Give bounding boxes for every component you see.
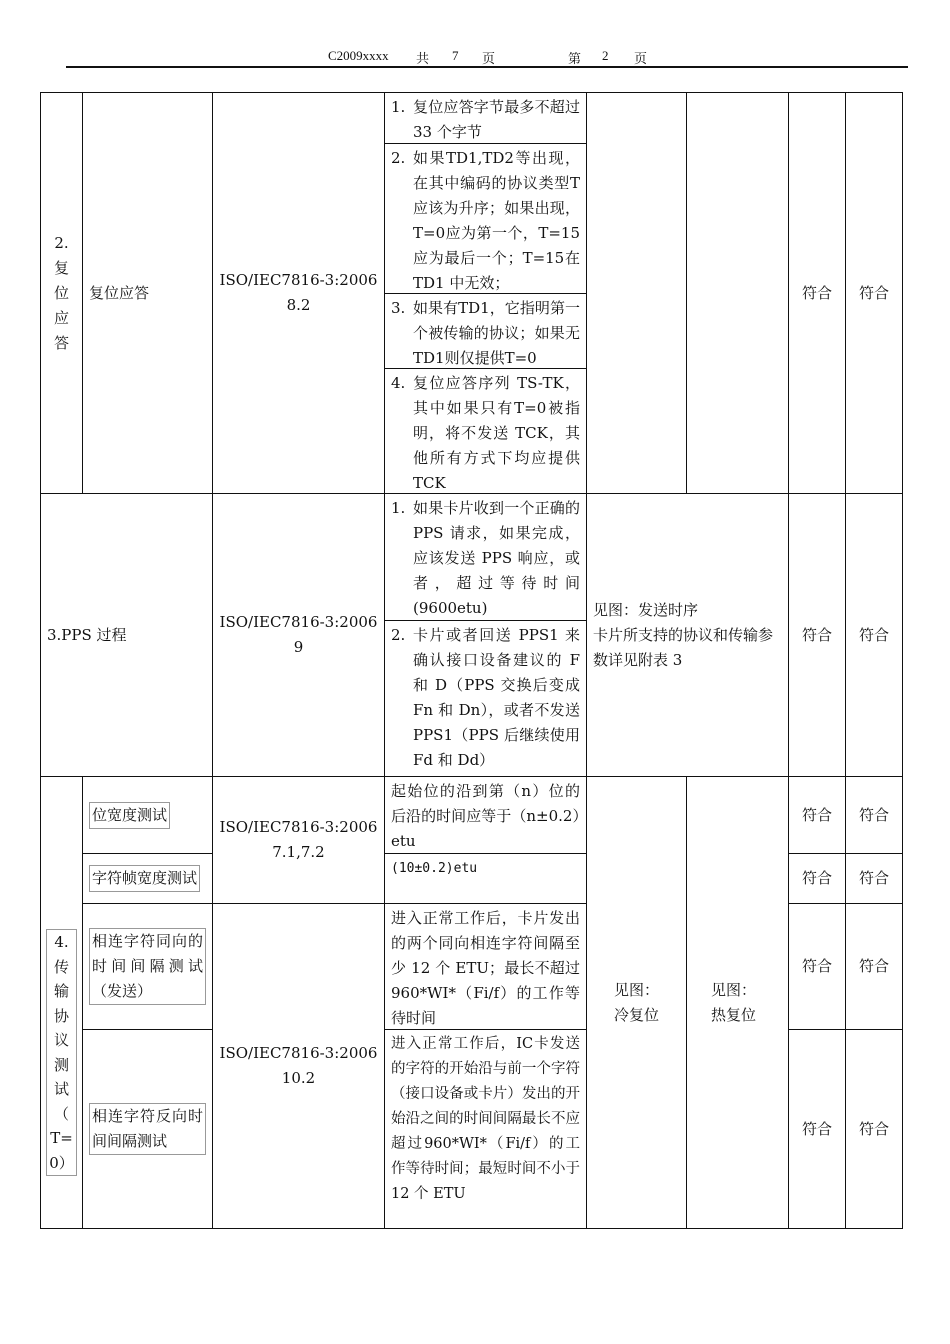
req-text: 复位应答字节最多不超过 33 个字节 <box>413 98 580 141</box>
transport-std-b1: ISO/IEC7816-3:2006 <box>219 1044 378 1062</box>
pps-req-2 <box>384 620 587 777</box>
transport-measured-cold <box>586 776 687 1229</box>
page-header <box>0 48 950 66</box>
pps-standard <box>212 493 385 777</box>
total-label: 共 <box>416 51 430 66</box>
pps-measured-line-2: 卡片所支持的协议和传输参数详见附表 3 <box>593 625 774 669</box>
header-rule <box>66 66 908 68</box>
transport-char: 传 <box>53 957 69 976</box>
transport-char: 协 <box>53 1006 69 1025</box>
req-text: 起始位的沿到第（n）位的后沿的时间应等于（n±0.2）etu <box>391 782 580 850</box>
pps-measured <box>586 493 789 777</box>
transport-result-2b <box>845 853 903 904</box>
reset-req-1 <box>384 92 587 144</box>
result-text: 符合 <box>858 869 889 887</box>
item-name: 字符帧宽度测试 <box>89 865 200 892</box>
pps-result-2 <box>845 493 903 777</box>
transport-char: （ <box>53 1104 69 1123</box>
transport-req-2 <box>384 853 587 904</box>
req-text: 如果有TD1，它指明第一个被传输的协议；如果无TD1则仅提供T=0 <box>413 299 580 367</box>
transport-result-1b <box>845 776 903 854</box>
req-text: 进入正常工作后，IC卡发送的字符的开始沿与前一个字符（接口设备或卡片）发出的开始沿之间的时间间隔最长不应超过960*WI*（Fi/f）的工作等待时间；最短时间不小于 12 个 ETU <box>391 1036 580 1202</box>
req-number: 3. <box>391 299 406 317</box>
pps-measured-line-1: 见图：发送时序 <box>593 600 699 619</box>
result-text: 符合 <box>858 625 889 644</box>
result-text: 符合 <box>801 1119 832 1138</box>
transport-req-4 <box>384 1029 587 1229</box>
reset-char: 应 <box>53 308 69 327</box>
transport-char: 议 <box>53 1031 69 1049</box>
result-text: 符合 <box>801 957 832 975</box>
cold-value: 冷复位 <box>613 1005 659 1024</box>
reset-section-label <box>40 92 83 494</box>
reset-char: 复 <box>53 258 69 277</box>
req-number: 2. <box>391 149 406 167</box>
hot-label: 见图： <box>711 980 757 999</box>
req-text: (10±0.2)etu <box>391 861 478 876</box>
item-name: 相连字符同向的时间间隔测试（发送） <box>89 928 206 1005</box>
item-name: 相连字符反向时间间隔测试 <box>89 1103 206 1155</box>
page-label: 第 <box>568 51 582 66</box>
transport-item-1 <box>82 776 213 854</box>
req-text: 卡片或者回送 PPS1 来确认接口设备建议的 F 和 D（PPS 交换后变成 Fn 和 Dn），或者不发送 PPS1（PPS 后继续使用 Fd 和 Dd） <box>413 626 580 769</box>
transport-char: 测 <box>53 1055 69 1074</box>
reset-std-2: 8.2 <box>286 296 311 314</box>
req-number: 1. <box>391 98 406 116</box>
pps-item-text: 3.PPS 过程 <box>47 625 127 644</box>
reset-result-2 <box>845 92 903 494</box>
transport-std-a1: ISO/IEC7816-3:2006 <box>219 818 378 836</box>
reset-item-text: 复位应答 <box>89 283 150 302</box>
page-unit-2: 页 <box>634 51 648 66</box>
reset-measured-cold <box>586 92 687 494</box>
transport-req-1 <box>384 776 587 854</box>
req-text: 如果卡片收到一个正确的 PPS 请求，如果完成，应该发送 PPS 响应，或者，超过等待时间(9600etu) <box>413 499 580 617</box>
reset-no: 2. <box>54 233 69 252</box>
transport-item-4 <box>82 1029 213 1229</box>
req-text: 进入正常工作后，卡片发出的两个同向相连字符间隔至少 12 个 ETU；最长不超过 960*WI*（Fi/f）的工作等待时间 <box>391 909 580 1027</box>
reset-req-3 <box>384 293 587 369</box>
transport-std-a2: 7.1,7.2 <box>272 843 325 861</box>
transport-standard-b <box>212 903 385 1229</box>
transport-label-box <box>46 929 77 1176</box>
pps-req-1 <box>384 493 587 621</box>
result-text: 符合 <box>858 957 889 975</box>
transport-standard-a <box>212 776 385 904</box>
result-text: 符合 <box>858 805 889 824</box>
transport-char: 4. <box>54 933 69 951</box>
result-text: 符合 <box>858 283 889 302</box>
reset-req-4 <box>384 368 587 494</box>
pps-std-2: 9 <box>293 638 304 656</box>
transport-result-4b <box>845 1029 903 1229</box>
req-number: 1. <box>391 499 406 517</box>
result-text: 符合 <box>801 283 832 302</box>
req-number: 2. <box>391 626 406 644</box>
transport-char: 输 <box>53 982 69 1000</box>
transport-result-2a <box>788 853 846 904</box>
reset-standard <box>212 92 385 494</box>
reset-result-1 <box>788 92 846 494</box>
transport-result-4a <box>788 1029 846 1229</box>
result-text: 符合 <box>858 1119 889 1138</box>
transport-result-1a <box>788 776 846 854</box>
total-pages: 7 <box>452 48 459 63</box>
result-text: 符合 <box>801 625 832 644</box>
hot-value: 热复位 <box>711 1005 757 1024</box>
transport-measured-hot <box>686 776 789 1229</box>
pps-result-1 <box>788 493 846 777</box>
reset-req-2 <box>384 143 587 294</box>
transport-char: 试 <box>53 1080 69 1098</box>
item-name: 位宽度测试 <box>89 802 170 829</box>
transport-result-3b <box>845 903 903 1030</box>
page-unit: 页 <box>482 51 496 66</box>
reset-char: 位 <box>53 283 69 302</box>
transport-req-3 <box>384 903 587 1030</box>
req-text: 复位应答序列 TS-TK，其中如果只有T=0被指明，将不发送 TCK，其他所有方式下均应提供 TCK <box>413 374 580 492</box>
result-text: 符合 <box>801 869 832 887</box>
page-number: 2 <box>602 48 609 63</box>
pps-item <box>40 493 213 777</box>
reset-measured-hot <box>686 92 789 494</box>
reset-char: 答 <box>53 333 69 352</box>
cold-label: 见图： <box>613 980 659 999</box>
result-text: 符合 <box>801 805 832 824</box>
transport-section-label <box>40 776 83 1229</box>
req-number: 4. <box>391 374 406 392</box>
transport-char: T= <box>50 1129 73 1147</box>
reset-std-1: ISO/IEC7816-3:2006 <box>219 271 378 289</box>
transport-item-3 <box>82 903 213 1030</box>
pps-std-1: ISO/IEC7816-3:2006 <box>219 613 378 631</box>
transport-char: 0） <box>49 1153 74 1172</box>
transport-std-b2: 10.2 <box>281 1069 316 1087</box>
reset-item <box>82 92 213 494</box>
transport-result-3a <box>788 903 846 1030</box>
doc-id: C2009xxxx <box>328 48 389 63</box>
transport-item-2 <box>82 853 213 904</box>
req-text: 如果TD1,TD2等出现，在其中编码的协议类型T应该为升序；如果出现，T=0应为第一个，T=15 应为最后一个；T=15在TD1 中无效； <box>413 149 580 292</box>
